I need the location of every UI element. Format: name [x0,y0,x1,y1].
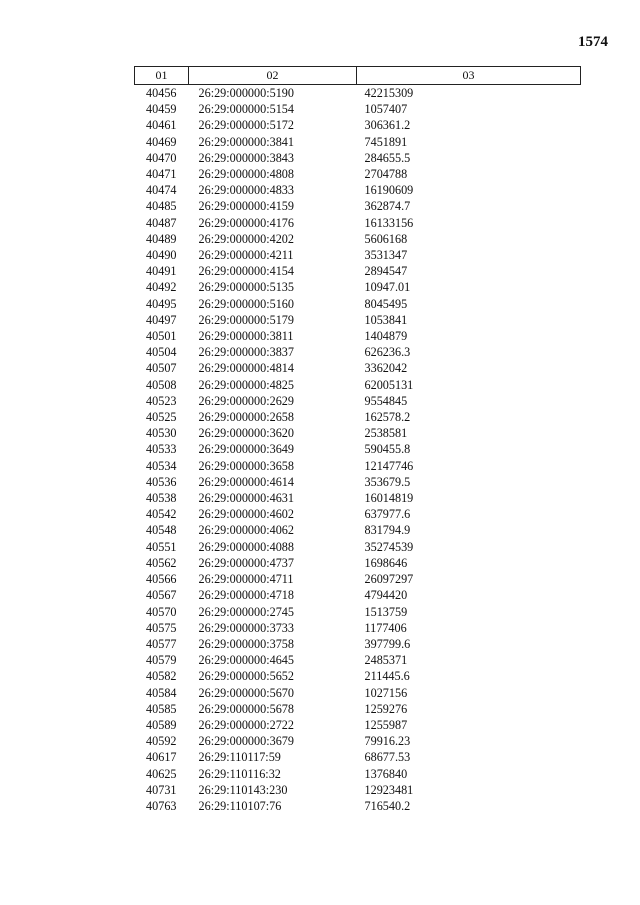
row-number-cell: 40487 [146,215,177,230]
row-number-cell: 40625 [146,766,177,781]
table-row [135,685,581,701]
table-row [135,555,581,571]
value-cell: 3362042 [364,361,408,376]
table-row [135,636,581,652]
row-number-cell: 40592 [146,734,177,749]
value-cell: 211445.6 [364,669,410,684]
table-row [135,279,581,295]
table-row [135,490,581,506]
table-row [135,215,581,231]
cadastral-number-cell: 26:29:000000:4718 [198,588,294,603]
value-cell: 79916.23 [364,734,411,749]
table-row [135,101,581,117]
table-row [135,506,581,522]
row-number-cell: 40575 [146,620,177,635]
value-cell: 1177406 [364,620,407,635]
table-row [135,231,581,247]
row-number-cell: 40495 [146,296,177,311]
cadastral-number-cell: 26:29:000000:4808 [198,167,294,182]
column-header-01: 01 [135,67,189,85]
value-cell: 397799.6 [364,636,411,651]
cadastral-number-cell: 26:29:000000:4833 [198,183,294,198]
header-row [135,67,581,85]
row-number-cell: 40504 [146,345,177,360]
table-row [135,328,581,344]
table-row [135,344,581,360]
row-number-cell: 40492 [146,280,177,295]
row-number-cell: 40589 [146,717,177,732]
cadastral-number-cell: 26:29:000000:4631 [198,491,294,506]
value-cell: 16133156 [364,215,414,230]
row-number-cell: 40501 [146,329,177,344]
value-cell: 353679.5 [364,474,411,489]
page-number: 1574 [578,34,608,50]
value-cell: 2485371 [364,653,408,668]
value-cell: 637977.6 [364,507,411,522]
table-row [135,587,581,603]
table-row [135,296,581,312]
table-row [135,134,581,150]
table-row [135,117,581,133]
row-number-cell: 40617 [146,750,177,765]
value-cell: 1404879 [364,329,408,344]
row-number-cell: 40548 [146,523,177,538]
cadastral-number-cell: 26:29:000000:4814 [198,361,294,376]
row-number-cell: 40508 [146,377,177,392]
cadastral-number-cell: 26:29:000000:4062 [198,523,294,538]
value-cell: 9554845 [364,393,408,408]
cadastral-number-cell: 26:29:000000:3658 [198,458,294,473]
row-number-cell: 40567 [146,588,177,603]
cadastral-number-cell: 26:29:000000:5172 [198,118,294,133]
table-row [135,766,581,782]
cadastral-number-cell: 26:29:000000:3811 [198,329,294,344]
row-number-cell: 40534 [146,458,177,473]
table-row [135,182,581,198]
row-number-cell: 40489 [146,231,177,246]
table-header [135,67,581,85]
cadastral-number-cell: 26:29:000000:4737 [198,555,294,570]
column-header-02: 02 [189,67,357,85]
value-cell: 284655.5 [364,150,411,165]
cadastral-number-cell: 26:29:000000:5670 [198,685,294,700]
cadastral-number-cell: 26:29:000000:2722 [198,717,294,732]
row-number-cell: 40485 [146,199,177,214]
cadastral-number-cell: 26:29:000000:4088 [198,539,294,554]
value-cell: 1376840 [364,766,408,781]
cadastral-number-cell: 26:29:000000:4176 [198,215,294,230]
row-number-cell: 40470 [146,150,177,165]
table-row [135,85,581,102]
cadastral-number-cell: 26:29:000000:2658 [198,410,294,425]
table-row [135,150,581,166]
row-number-cell: 40582 [146,669,177,684]
value-cell: 7451891 [364,134,408,149]
row-number-cell: 40763 [146,798,177,813]
cadastral-number-cell: 26:29:000000:4645 [198,653,294,668]
table-body [135,85,581,815]
row-number-cell: 40490 [146,248,177,263]
cadastral-number-cell: 26:29:110117:59 [198,750,281,765]
cadastral-number-cell: 26:29:110143:230 [198,782,288,797]
value-cell: 306361.2 [364,118,411,133]
table-row [135,441,581,457]
table-row [135,620,581,636]
value-cell: 3531347 [364,248,408,263]
value-cell: 1057407 [364,102,408,117]
row-number-cell: 40579 [146,653,177,668]
table-row [135,701,581,717]
value-cell: 1698646 [364,555,408,570]
row-number-cell: 40577 [146,636,177,651]
row-number-cell: 40456 [146,86,177,100]
table-row [135,377,581,393]
cadastral-number-cell: 26:29:110107:76 [198,798,282,813]
value-cell: 35274539 [364,539,414,554]
value-cell: 2894547 [364,264,408,279]
table-row [135,198,581,214]
cadastral-number-cell: 26:29:000000:4602 [198,507,294,522]
row-number-cell: 40459 [146,102,177,117]
row-number-cell: 40538 [146,491,177,506]
value-cell: 62005131 [364,377,414,392]
column-header-03: 03 [357,67,581,85]
table-row [135,263,581,279]
cadastral-number-cell: 26:29:000000:3679 [198,734,294,749]
cadastral-number-cell: 26:29:000000:4825 [198,377,294,392]
value-cell: 5606168 [364,231,408,246]
row-number-cell: 40542 [146,507,177,522]
cadastral-number-cell: 26:29:000000:3843 [198,150,294,165]
row-number-cell: 40461 [146,118,177,133]
value-cell: 16190609 [364,183,414,198]
value-cell: 10947.01 [364,280,411,295]
table-row [135,474,581,490]
value-cell: 1053841 [364,312,408,327]
table-row [135,571,581,587]
table-row [135,425,581,441]
cadastral-number-cell: 26:29:000000:3620 [198,426,294,441]
row-number-cell: 40507 [146,361,177,376]
value-cell: 2538581 [364,426,408,441]
registry-table [134,66,581,814]
row-number-cell: 40551 [146,539,177,554]
cadastral-number-cell: 26:29:000000:3841 [198,134,294,149]
value-cell: 1027156 [364,685,408,700]
cadastral-number-cell: 26:29:000000:3837 [198,345,294,360]
table-row [135,312,581,328]
row-number-cell: 40562 [146,555,177,570]
value-cell: 362874.7 [364,199,411,214]
row-number-cell: 40570 [146,604,177,619]
cadastral-number-cell: 26:29:000000:5160 [198,296,294,311]
cadastral-number-cell: 26:29:000000:5190 [198,86,294,100]
value-cell: 1255987 [364,717,408,732]
cadastral-number-cell: 26:29:000000:4211 [198,248,294,263]
row-number-cell: 40566 [146,572,177,587]
row-number-cell: 40530 [146,426,177,441]
table-row [135,393,581,409]
row-number-cell: 40471 [146,167,177,182]
row-number-cell: 40585 [146,701,177,716]
row-number-cell: 40474 [146,183,177,198]
value-cell: 42215309 [364,86,414,100]
table-row [135,360,581,376]
value-cell: 162578.2 [364,410,411,425]
row-number-cell: 40536 [146,474,177,489]
cadastral-number-cell: 26:29:000000:4159 [198,199,294,214]
row-number-cell: 40469 [146,134,177,149]
row-number-cell: 40523 [146,393,177,408]
table-row [135,539,581,555]
cadastral-number-cell: 26:29:000000:5179 [198,312,294,327]
value-cell: 1259276 [364,701,408,716]
cadastral-number-cell: 26:29:110116:32 [198,766,281,781]
row-number-cell: 40525 [146,410,177,425]
cadastral-number-cell: 26:29:000000:5652 [198,669,294,684]
value-cell: 590455.8 [364,442,411,457]
row-number-cell: 40533 [146,442,177,457]
row-number-cell: 40731 [146,782,177,797]
value-cell: 8045495 [364,296,408,311]
value-cell: 831794.9 [364,523,411,538]
table-row [135,668,581,684]
row-number-cell: 40584 [146,685,177,700]
cadastral-number-cell: 26:29:000000:3758 [198,636,294,651]
cadastral-number-cell: 26:29:000000:2745 [198,604,294,619]
value-cell: 12147746 [364,458,414,473]
cadastral-number-cell: 26:29:000000:2629 [198,393,294,408]
cadastral-number-cell: 26:29:000000:4202 [198,231,294,246]
table-row [135,798,581,814]
table-row [135,749,581,765]
value-cell: 2704788 [364,167,408,182]
value-cell: 716540.2 [364,798,411,813]
cadastral-number-cell: 26:29:000000:5135 [198,280,294,295]
table-row [135,247,581,263]
value-cell: 4794420 [364,588,408,603]
cadastral-number-cell: 26:29:000000:3733 [198,620,294,635]
value-cell: 12923481 [364,782,414,797]
table-row [135,733,581,749]
value-cell: 68677.53 [364,750,411,765]
cadastral-number-cell: 26:29:000000:4614 [198,474,294,489]
table-row [135,409,581,425]
value-cell: 626236.3 [364,345,411,360]
table-row [135,166,581,182]
table-row [135,717,581,733]
row-number-cell: 40491 [146,264,177,279]
cadastral-number-cell: 26:29:000000:4154 [198,264,294,279]
table-row [135,604,581,620]
value-cell: 1513759 [364,604,408,619]
table-row [135,458,581,474]
table-row [135,522,581,538]
row-number-cell: 40497 [146,312,177,327]
value-cell: 16014819 [364,491,414,506]
table-row [135,782,581,798]
cadastral-number-cell: 26:29:000000:4711 [198,572,294,587]
cadastral-number-cell: 26:29:000000:5154 [198,102,294,117]
cadastral-number-cell: 26:29:000000:5678 [198,701,294,716]
value-cell: 26097297 [364,572,414,587]
table-row [135,652,581,668]
cadastral-number-cell: 26:29:000000:3649 [198,442,294,457]
